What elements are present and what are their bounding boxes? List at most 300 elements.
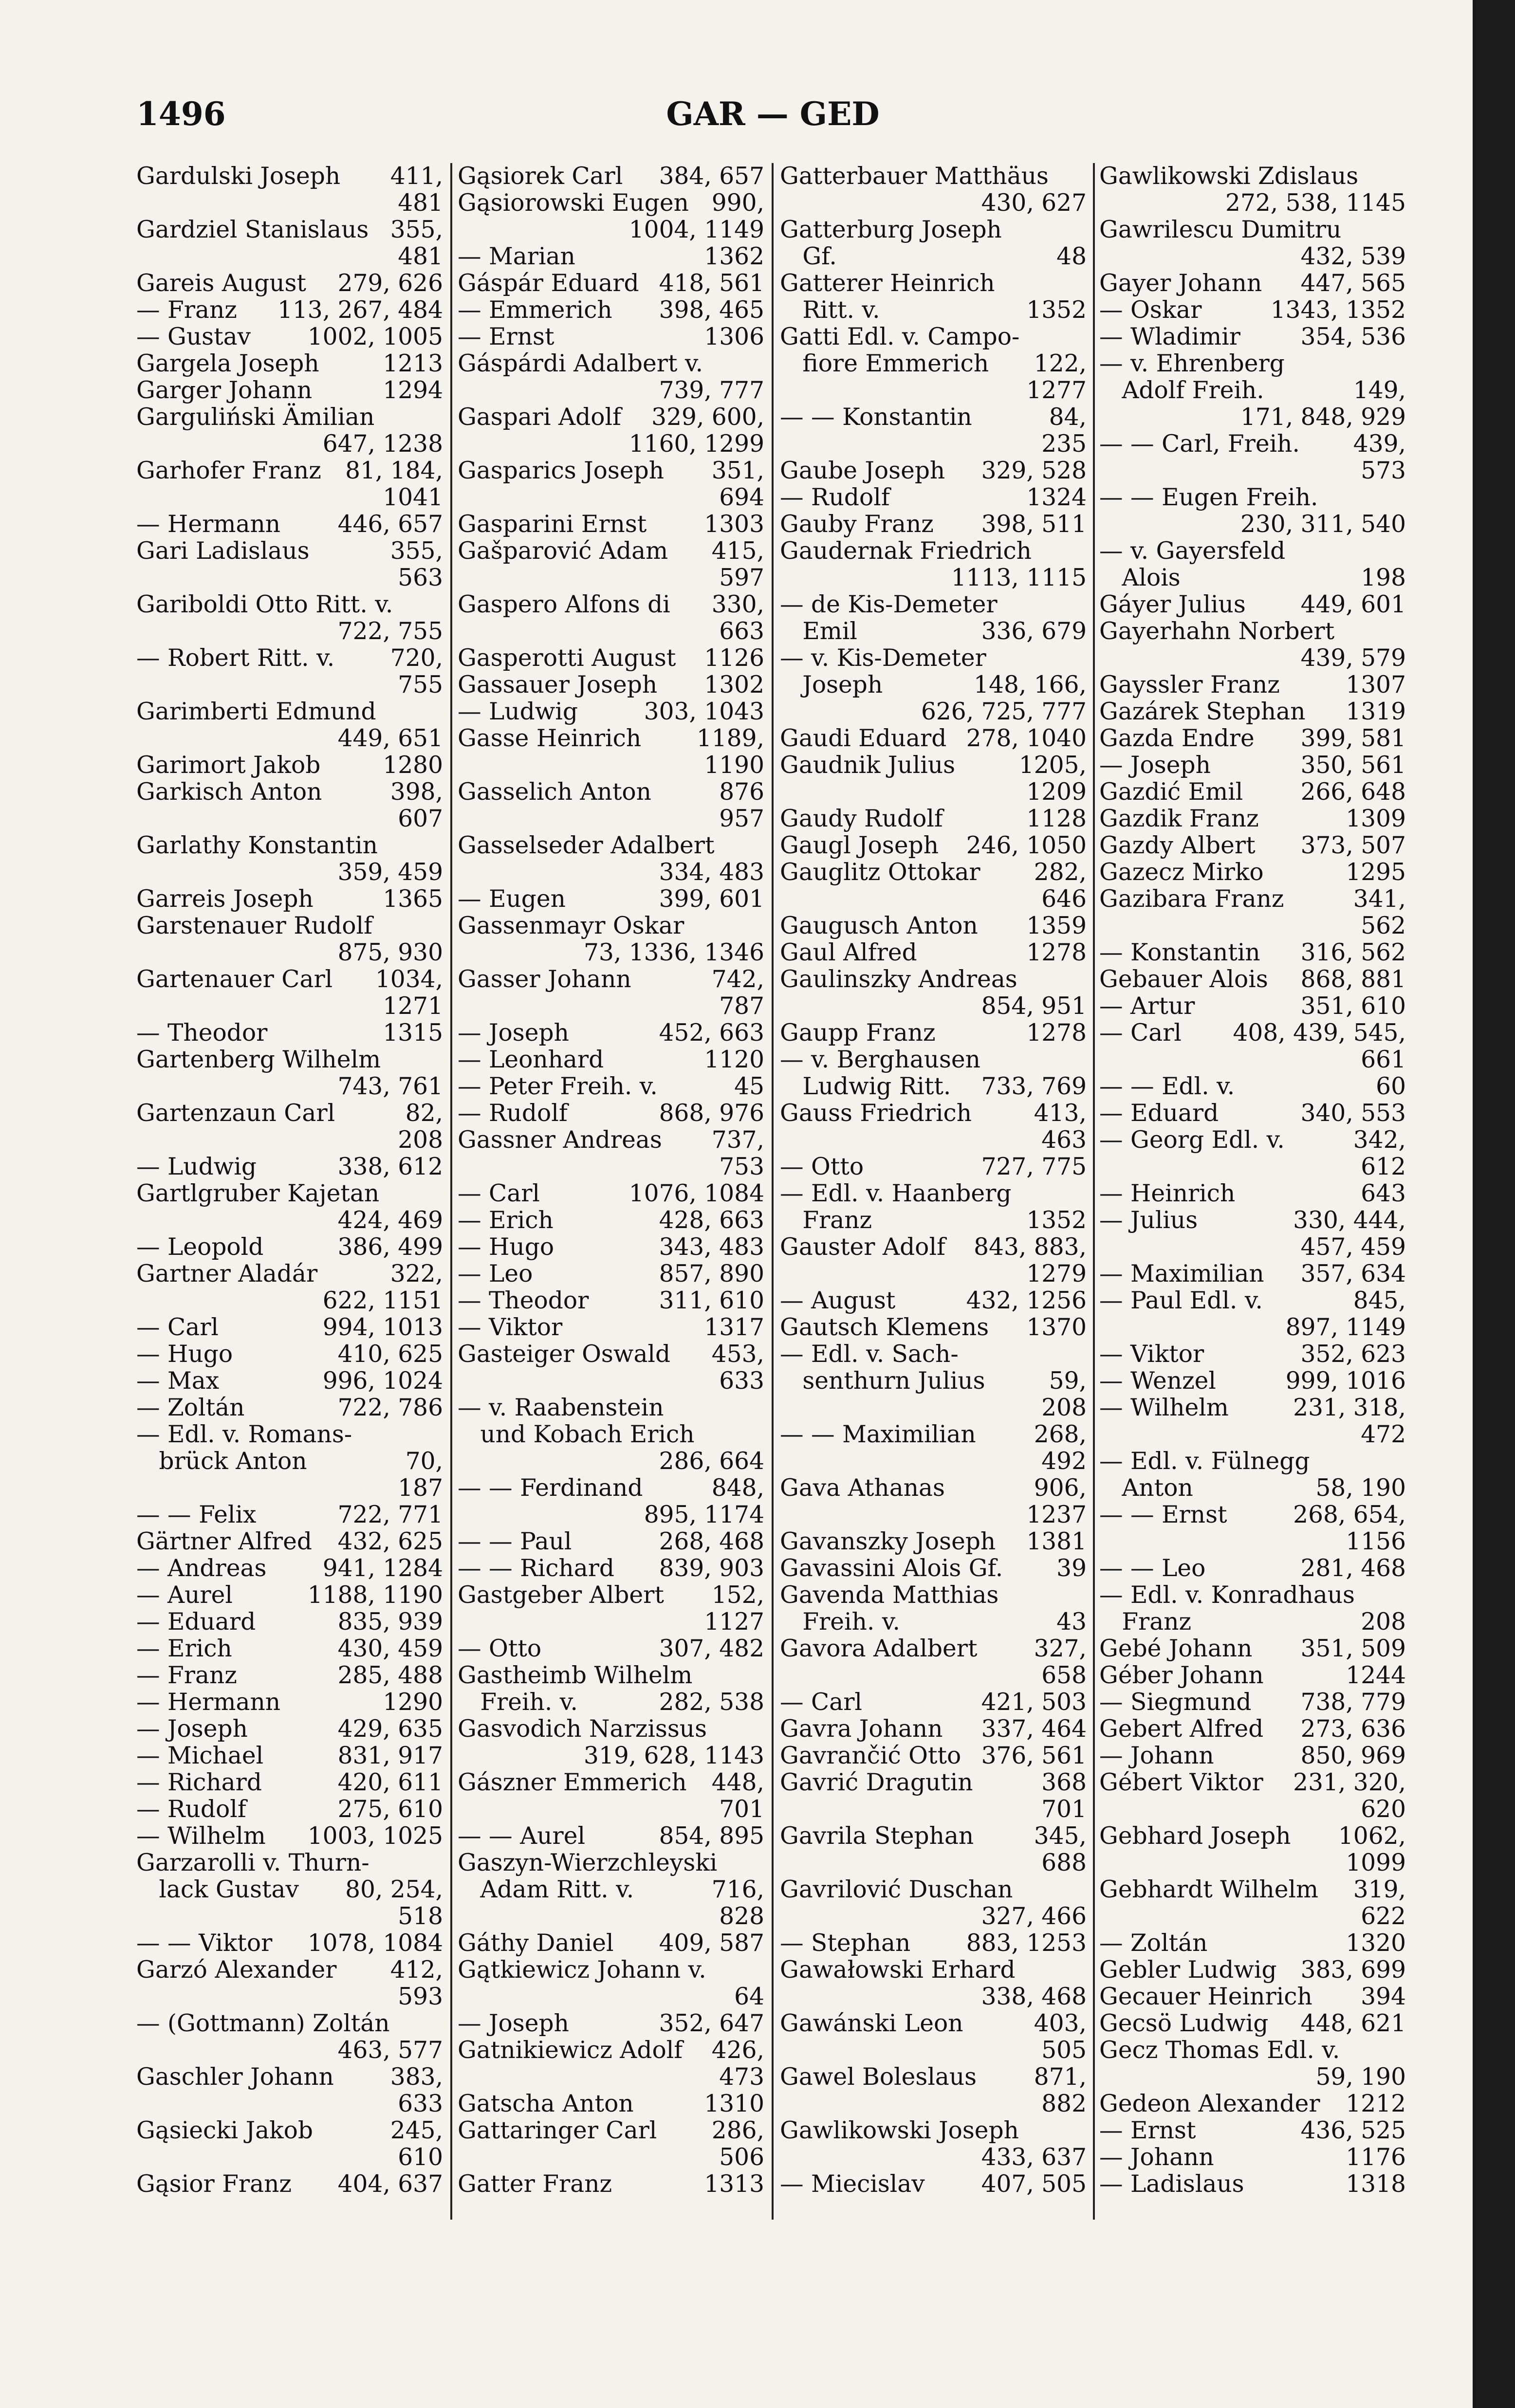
index-page-refs-continued: 694: [719, 484, 764, 511]
index-entry-name: — — Felix: [136, 1501, 257, 1528]
index-entry: [136, 2064, 443, 2091]
index-entry: [1099, 1876, 1406, 1903]
index-entry: [780, 243, 1087, 270]
index-entry: [136, 1823, 443, 1850]
index-entry-name: Gavanszky Joseph: [780, 1528, 996, 1555]
index-entry-page-refs: 316, 562: [1300, 939, 1406, 966]
index-page-refs-continued: 743, 761: [337, 1073, 443, 1100]
index-page-refs-continued: 573: [1361, 457, 1406, 484]
index-entry: [780, 1582, 1087, 1609]
index-entry-name: Gáspár Eduard: [458, 270, 639, 297]
index-entry-name: — Leonhard: [458, 1046, 604, 1073]
index-entry-page-refs: 322,: [390, 1260, 443, 1287]
index-entry: [1099, 1582, 1406, 1609]
index-entry-name: Gasparics Joseph: [458, 457, 665, 484]
index-entry: [1099, 1287, 1406, 1314]
index-entry: [780, 163, 1087, 190]
index-entry-name: Gazdy Albert: [1099, 832, 1256, 859]
index-page-refs-continued: 895, 1174: [644, 1501, 764, 1528]
index-entry-name: — — Ferdinand: [458, 1474, 643, 1502]
index-entry-name: — Rudolf: [136, 1796, 246, 1823]
index-entry: [780, 939, 1087, 966]
index-entry: [780, 1769, 1087, 1796]
index-entry: [458, 832, 764, 859]
index-entry-name: Gauby Franz: [780, 511, 934, 538]
index-entry-name: Gatti Edl. v. Campo-: [780, 323, 1020, 350]
index-entry-page-refs: 355,: [390, 216, 443, 243]
index-entry-name: — Edl. v. Sach-: [780, 1341, 959, 1368]
index-page-refs-continued: 701: [719, 1796, 764, 1823]
index-page-refs-continued: 1099: [1346, 1849, 1406, 1876]
index-entry-name: Gayer Johann: [1099, 270, 1262, 297]
index-entry-name: — Eduard: [136, 1608, 256, 1636]
index-entry: [1099, 1984, 1406, 2010]
index-entry-name: — Erich: [136, 1635, 232, 1662]
index-entry-page-refs: 883, 1253: [966, 1930, 1087, 1957]
index-page-refs-continued: 828: [719, 1903, 764, 1930]
index-entry: [458, 725, 764, 752]
index-entry-page-refs: 429, 635: [337, 1715, 443, 1743]
index-entry-name: — Joseph: [136, 1715, 248, 1743]
index-entry-page-refs: 60: [1376, 1073, 1406, 1100]
index-entry-page-refs: 354, 536: [1300, 323, 1406, 350]
index-entry-name: — Edl. v. Konradhaus: [1099, 1581, 1355, 1609]
index-entry: [458, 966, 764, 993]
index-entry: [136, 1368, 443, 1395]
index-page-refs-continued: 208: [1041, 1394, 1087, 1421]
index-entry: [458, 190, 764, 217]
index-entry-page-refs: 1003, 1025: [307, 1822, 443, 1850]
index-entry: [780, 1716, 1087, 1743]
index-entry-name: — Ernst: [1099, 2117, 1196, 2144]
index-entry-page-refs: 1319: [1346, 698, 1406, 725]
index-entry-page-refs: 848,: [711, 1474, 764, 1502]
index-entry-page-refs: 355,: [390, 537, 443, 565]
column-divider: [450, 163, 452, 2220]
index-entry: [780, 618, 1087, 645]
index-entry: [1099, 672, 1406, 699]
index-page-refs-continued: 463: [1041, 1126, 1087, 1154]
index-entry-page-refs: 81, 184,: [345, 457, 443, 484]
index-page-refs-continued: 64: [734, 1983, 764, 2010]
index-entry: [136, 1020, 443, 1047]
index-entry-page-refs: 352, 623: [1300, 1341, 1406, 1368]
index-entry-name: Gayssler Franz: [1099, 671, 1280, 699]
index-entry-name: Gautsch Klemens: [780, 1314, 989, 1341]
index-entry: [1099, 2144, 1406, 2171]
index-page-refs-continued: 854, 951: [981, 993, 1087, 1020]
index-entry-name: senthurn Julius: [780, 1367, 985, 1395]
index-entry-name: Franz: [780, 1207, 872, 1234]
index-entry: [780, 1689, 1087, 1716]
index-page-refs-continued: 663: [719, 618, 764, 645]
index-entry: [458, 1127, 764, 1154]
index-entry-page-refs: 1278: [1026, 939, 1087, 966]
index-entry: [780, 1475, 1087, 1502]
index-page-refs-continued: 563: [398, 564, 443, 591]
index-entry-page-refs: 1307: [1346, 671, 1406, 699]
index-entry-name: — Andreas: [136, 1555, 267, 1582]
index-entry-page-refs: 990,: [711, 189, 764, 217]
index-entry-page-refs: 351, 509: [1300, 1635, 1406, 1662]
index-entry-page-refs: 285, 488: [337, 1662, 443, 1689]
index-entry-name: Garimort Jakob: [136, 752, 321, 779]
index-entry-page-refs: 868, 976: [659, 1100, 764, 1127]
index-entry-name: Gáyer Julius: [1099, 591, 1246, 618]
index-entry-page-refs: 1381: [1026, 1528, 1087, 1555]
index-entry-name: Gawlikowski Joseph: [780, 2117, 1019, 2144]
index-entry-name: — Viktor: [1099, 1341, 1204, 1368]
index-entry-name: — Ludwig: [136, 1153, 257, 1180]
index-entry-name: Gatterer Heinrich: [780, 270, 995, 297]
index-entry: [1099, 1127, 1406, 1154]
index-page-refs-continued: 688: [1041, 1849, 1087, 1876]
index-entry-name: Gébert Viktor: [1099, 1769, 1263, 1796]
index-entry: [136, 1769, 443, 1796]
index-entry-name: — Johann: [1099, 1742, 1214, 1769]
index-entry-page-refs: 1126: [704, 644, 764, 672]
index-entry-name: — Otto: [458, 1635, 542, 1662]
index-entry-name: Ludwig Ritt.: [780, 1073, 951, 1100]
page-header: [136, 95, 1409, 139]
index-entry-name: Gatnikiewicz Adolf: [458, 2037, 683, 2064]
index-entry: [780, 806, 1087, 832]
index-entry-name: — — Leo: [1099, 1555, 1206, 1582]
index-page-refs-continued: 753: [719, 1153, 764, 1180]
index-page-refs-continued: 449, 651: [337, 725, 443, 752]
index-entry: [780, 1234, 1087, 1261]
index-entry-page-refs: 845,: [1353, 1287, 1406, 1314]
index-page-refs-continued: 647, 1238: [322, 430, 443, 458]
index-entry: [1099, 297, 1406, 324]
index-entry-page-refs: 48: [1056, 243, 1087, 270]
index-entry-page-refs: 1320: [1346, 1930, 1406, 1957]
index-entry: [780, 511, 1087, 538]
index-entry-page-refs: 722, 771: [337, 1501, 443, 1528]
index-entry-page-refs: 152,: [711, 1581, 764, 1609]
index-columns: [136, 163, 1422, 2232]
index-page-refs-continued: 787: [719, 993, 764, 1020]
index-entry-name: Gassauer Joseph: [458, 671, 658, 699]
index-entry-name: — Carl: [1099, 1019, 1182, 1047]
index-entry-name: Gaudi Eduard: [780, 725, 947, 752]
index-entry-name: Gf.: [780, 243, 837, 270]
index-entry-page-refs: 245,: [390, 2117, 443, 2144]
index-page-refs-continued: 1271: [383, 993, 443, 1020]
index-entry-name: — Otto: [780, 1153, 864, 1180]
index-entry: [136, 1662, 443, 1689]
index-entry: [780, 1154, 1087, 1180]
index-entry: [136, 1582, 443, 1609]
index-entry-page-refs: 1076, 1084: [628, 1180, 764, 1207]
index-entry-name: — Erich: [458, 1207, 554, 1234]
index-entry-name: Gavra Johann: [780, 1715, 943, 1743]
index-entry-name: — v. Gayersfeld: [1099, 537, 1286, 565]
index-entry-name: — Carl: [136, 1314, 219, 1341]
index-page-refs-continued: 472: [1361, 1421, 1406, 1448]
index-entry-page-refs: 399, 581: [1300, 725, 1406, 752]
index-entry-page-refs: 45: [734, 1073, 764, 1100]
index-entry-page-refs: 737,: [711, 1126, 764, 1154]
index-page-refs-continued: 187: [398, 1474, 443, 1502]
index-entry: [1099, 565, 1406, 591]
index-entry-name: — Emmerich: [458, 296, 612, 324]
index-entry-name: Gebler Ludwig: [1099, 1956, 1277, 1984]
index-entry-name: Gaspari Adolf: [458, 404, 622, 431]
index-entry-page-refs: 835, 939: [337, 1608, 443, 1636]
index-entry-page-refs: 410, 625: [337, 1341, 443, 1368]
index-entry-name: Gaugusch Anton: [780, 912, 978, 939]
index-entry-page-refs: 1062,: [1338, 1822, 1406, 1850]
index-entry: [780, 2064, 1087, 2091]
index-entry-page-refs: 720,: [390, 644, 443, 672]
index-entry: [780, 752, 1087, 779]
index-entry: [136, 1528, 443, 1555]
index-entry-name: — Richard: [136, 1769, 262, 1796]
index-entry-page-refs: 1002, 1005: [307, 323, 443, 350]
index-entry: [458, 1636, 764, 1662]
index-page-refs-continued: 286, 664: [659, 1448, 764, 1475]
index-entry: [1099, 1368, 1406, 1395]
index-entry-name: Gazibara Franz: [1099, 885, 1284, 913]
index-entry: [780, 2171, 1087, 2198]
index-entry-name: Gecz Thomas Edl. v.: [1099, 2037, 1340, 2064]
index-entry: [458, 1261, 764, 1287]
index-entry-page-refs: 43: [1056, 1608, 1087, 1636]
index-entry-page-refs: 319,: [1353, 1876, 1406, 1903]
index-entry-name: — Wenzel: [1099, 1367, 1216, 1395]
index-entry-name: — Georg Edl. v.: [1099, 1126, 1285, 1154]
index-page-refs-continued: 622: [1361, 1903, 1406, 1930]
index-entry: [780, 538, 1087, 565]
index-entry-name: — Oskar: [1099, 296, 1202, 324]
index-entry: [1099, 699, 1406, 725]
index-page-refs-continued: 430, 627: [981, 189, 1087, 217]
index-entry-name: — — Carl, Freih.: [1099, 430, 1300, 458]
index-entry-page-refs: 368: [1041, 1769, 1087, 1796]
index-entry: [458, 2091, 764, 2117]
index-entry-name: Gari Ladislaus: [136, 537, 310, 565]
index-entry-page-refs: 357, 634: [1300, 1260, 1406, 1287]
index-entry: [780, 832, 1087, 859]
index-page-refs-continued: 319, 628, 1143: [584, 1742, 764, 1769]
index-entry-name: Gawrilescu Dumitru: [1099, 216, 1342, 243]
index-entry-page-refs: 84,: [1049, 404, 1087, 431]
index-page-refs-continued: 492: [1041, 1448, 1087, 1475]
index-entry-name: — de Kis-Demeter: [780, 591, 998, 618]
index-entry: [1099, 1662, 1406, 1689]
index-entry-name: Adolf Freih.: [1099, 377, 1264, 404]
index-page-refs-continued: 481: [398, 189, 443, 217]
index-entry: [1099, 832, 1406, 859]
index-entry-page-refs: 1352: [1026, 296, 1087, 324]
index-entry-name: — Hermann: [136, 1689, 281, 1716]
index-page-refs-continued: 957: [719, 805, 764, 832]
index-entry-page-refs: 733, 769: [981, 1073, 1087, 1100]
index-page-refs-continued: 439, 579: [1300, 644, 1406, 672]
index-page-refs-continued: 433, 637: [981, 2144, 1087, 2171]
index-entry-name: Gazdić Emil: [1099, 778, 1243, 806]
index-entry-page-refs: 868, 881: [1300, 966, 1406, 993]
index-page-refs-continued: 722, 755: [337, 618, 443, 645]
index-column-4: [1099, 163, 1406, 2232]
index-entry: [136, 217, 443, 243]
index-entry: [780, 484, 1087, 511]
index-entry: [136, 966, 443, 993]
index-page-refs-continued: 633: [719, 1367, 764, 1395]
index-entry: [1099, 859, 1406, 886]
index-entry-page-refs: 1278: [1026, 1019, 1087, 1047]
index-entry: [136, 404, 443, 431]
index-entry-name: — Wladimir: [1099, 323, 1240, 350]
index-entry: [780, 404, 1087, 431]
index-entry-page-refs: 1205,: [1018, 752, 1087, 779]
index-entry: [780, 725, 1087, 752]
index-entry: [1099, 324, 1406, 350]
index-entry: [780, 270, 1087, 297]
index-entry: [136, 324, 443, 350]
index-entry-page-refs: 1128: [1026, 805, 1087, 832]
index-entry-name: Freih. v.: [458, 1689, 578, 1716]
index-page-refs-continued: 59, 190: [1315, 2063, 1406, 2091]
index-entry: [458, 1100, 764, 1127]
index-entry: [1099, 1073, 1406, 1100]
index-entry-name: — v. Berghausen: [780, 1046, 980, 1073]
index-entry: [136, 752, 443, 779]
index-entry: [780, 1314, 1087, 1341]
index-entry-page-refs: 843, 883,: [974, 1233, 1087, 1261]
index-entry-name: Freih. v.: [780, 1608, 900, 1636]
index-entry-page-refs: 1359: [1026, 912, 1087, 939]
index-entry-page-refs: 432, 1256: [966, 1287, 1087, 1314]
index-entry-page-refs: 1362: [704, 243, 764, 270]
index-entry: [136, 1100, 443, 1127]
index-entry-name: — Carl: [458, 1180, 540, 1207]
index-entry: [136, 779, 443, 806]
index-entry-name: Gawałowski Erhard: [780, 1956, 1016, 1984]
index-entry-name: Gaulinszky Andreas: [780, 966, 1017, 993]
index-entry: [458, 779, 764, 806]
index-entry-name: Gaudnik Julius: [780, 752, 956, 779]
index-entry-name: — Hugo: [458, 1233, 554, 1261]
index-entry-name: Gąsiecki Jakob: [136, 2117, 313, 2144]
index-entry: [780, 458, 1087, 484]
index-entry: [780, 1020, 1087, 1047]
index-entry: [1099, 1341, 1406, 1368]
index-entry-name: Gątkiewicz Johann v.: [458, 1956, 706, 1984]
index-entry-page-refs: 303, 1043: [644, 698, 764, 725]
index-entry-name: — Paul Edl. v.: [1099, 1287, 1263, 1314]
index-entry: [136, 163, 443, 190]
index-entry: [1099, 1502, 1406, 1528]
index-page-refs-continued: 1160, 1299: [628, 430, 764, 458]
index-entry-page-refs: 273, 636: [1300, 1715, 1406, 1743]
index-entry-name: Alois: [1099, 564, 1181, 591]
index-entry-page-refs: 394: [1361, 1983, 1406, 2010]
index-entry-name: Gardziel Stanislaus: [136, 216, 369, 243]
index-entry: [1099, 484, 1406, 511]
index-entry: [458, 672, 764, 699]
index-entry-name: — Siegmund: [1099, 1689, 1252, 1716]
index-entry: [780, 217, 1087, 243]
index-page-refs-continued: 463, 577: [337, 2037, 443, 2064]
index-entry: [136, 1234, 443, 1261]
index-entry: [458, 1582, 764, 1609]
index-entry-page-refs: 871,: [1034, 2063, 1087, 2091]
index-entry: [458, 1930, 764, 1957]
index-entry-page-refs: 281, 468: [1300, 1555, 1406, 1582]
index-entry-name: Gattaringer Carl: [458, 2117, 657, 2144]
index-entry: [458, 1047, 764, 1073]
index-entry: [136, 1448, 443, 1475]
index-entry-name: Gaudy Rudolf: [780, 805, 943, 832]
index-entry-name: — Max: [136, 1367, 220, 1395]
index-entry: [458, 511, 764, 538]
index-entry-name: Gartlgruber Kajetan: [136, 1180, 380, 1207]
index-entry-name: — Ernst: [458, 323, 554, 350]
index-entry: [458, 1475, 764, 1502]
index-page-refs-continued: 1127: [704, 1608, 764, 1636]
index-entry-name: Garzó Alexander: [136, 1956, 337, 1984]
index-entry-page-refs: 386, 499: [337, 1233, 443, 1261]
index-entry: [136, 886, 443, 913]
index-page-refs-continued: 518: [398, 1903, 443, 1930]
index-entry-name: Gasselich Anton: [458, 778, 651, 806]
index-entry-page-refs: 246, 1050: [966, 832, 1087, 859]
index-page-refs-continued: 658: [1041, 1662, 1087, 1689]
index-entry-name: Gebhard Joseph: [1099, 1822, 1291, 1850]
index-entry-page-refs: 941, 1284: [322, 1555, 443, 1582]
index-entry: [780, 645, 1087, 672]
index-entry-name: Gawel Boleslaus: [780, 2063, 977, 2091]
index-entry: [1099, 1769, 1406, 1796]
index-entry-page-refs: 231, 320,: [1293, 1769, 1406, 1796]
index-entry: [1099, 1395, 1406, 1421]
index-entry: [1099, 163, 1406, 190]
index-entry-page-refs: 352, 647: [659, 2010, 764, 2037]
index-entry: [458, 2037, 764, 2064]
index-entry-page-refs: 376, 561: [981, 1742, 1087, 1769]
index-entry-name: Gąsiorek Carl: [458, 163, 623, 190]
index-entry-page-refs: 857, 890: [659, 1260, 764, 1287]
index-entry: [458, 350, 764, 377]
index-page-refs-continued: 359, 459: [337, 859, 443, 886]
index-entry-page-refs: 1306: [704, 323, 764, 350]
index-entry-page-refs: 432, 625: [337, 1528, 443, 1555]
index-entry: [1099, 1930, 1406, 1957]
index-entry-page-refs: 428, 663: [659, 1207, 764, 1234]
index-entry-page-refs: 430, 459: [337, 1635, 443, 1662]
index-entry: [780, 1930, 1087, 1957]
index-entry-page-refs: 1294: [383, 377, 443, 404]
index-entry-page-refs: 403,: [1034, 2010, 1087, 2037]
index-entry: [136, 377, 443, 404]
index-page-refs-continued: 1041: [383, 484, 443, 511]
index-page-refs-continued: 1237: [1026, 1501, 1087, 1528]
index-entry: [1099, 806, 1406, 832]
index-entry-name: Gąsiorowski Eugen: [458, 189, 689, 217]
index-entry-page-refs: 839, 903: [659, 1555, 764, 1582]
index-entry-name: Gaudernak Friedrich: [780, 537, 1032, 565]
index-entry-page-refs: 148, 166,: [974, 671, 1087, 699]
index-entry-name: Gareis August: [136, 270, 306, 297]
index-entry-name: Garguliński Ämilian: [136, 404, 375, 431]
index-entry: [1099, 2010, 1406, 2037]
index-entry-name: — Theodor: [136, 1019, 268, 1047]
index-entry-name: — Konstantin: [1099, 939, 1260, 966]
index-entry-page-refs: 343, 483: [659, 1233, 764, 1261]
index-entry: [780, 1287, 1087, 1314]
